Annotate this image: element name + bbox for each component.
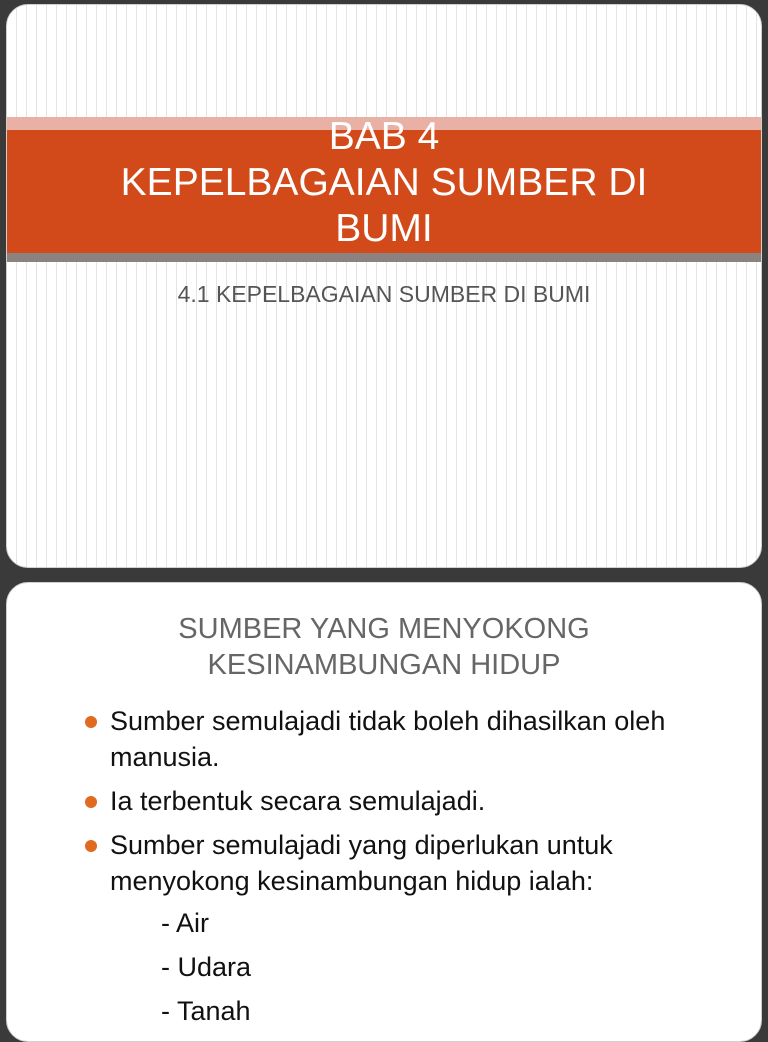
- slide-2[interactable]: [6, 582, 762, 1042]
- slide-1[interactable]: [6, 4, 762, 568]
- bullet-dot-icon: [85, 716, 97, 728]
- title-line: KESINAMBUNGAN HIDUP: [207, 649, 561, 681]
- bullet-list: [85, 703, 721, 907]
- slide-1-subtitle: 4.1 KEPELBAGAIAN SUMBER DI BUMI: [177, 281, 591, 307]
- slide-1-title: [7, 114, 761, 252]
- bullet-text: Ia terbentuk secara semulajadi.: [110, 786, 486, 816]
- title-line: SUMBER YANG MENYOKONG: [178, 613, 590, 645]
- list-item: [85, 827, 721, 899]
- bullet-dot-icon: [85, 796, 97, 808]
- bullet-text: Sumber semulajadi yang diperlukan untuk menyokong kesinambungan hidup ialah:: [110, 830, 613, 896]
- bullet-dot-icon: [85, 840, 97, 852]
- title-line: BAB 4: [328, 115, 440, 158]
- sub-item: - Air: [161, 908, 210, 938]
- title-bottom-accent-band: [7, 253, 761, 262]
- list-item: [85, 703, 721, 775]
- sub-item: - Tanah: [161, 996, 251, 1026]
- title-line: KEPELBAGAIAN SUMBER DI: [120, 161, 648, 204]
- slide-2-title: [7, 611, 761, 683]
- bullet-text: Sumber semulajadi tidak boleh dihasilkan oleh manusia.: [110, 706, 666, 772]
- sub-item: - Udara: [161, 952, 252, 982]
- sub-item-list: [161, 901, 251, 1033]
- title-line: BUMI: [335, 207, 433, 250]
- list-item: [85, 783, 721, 819]
